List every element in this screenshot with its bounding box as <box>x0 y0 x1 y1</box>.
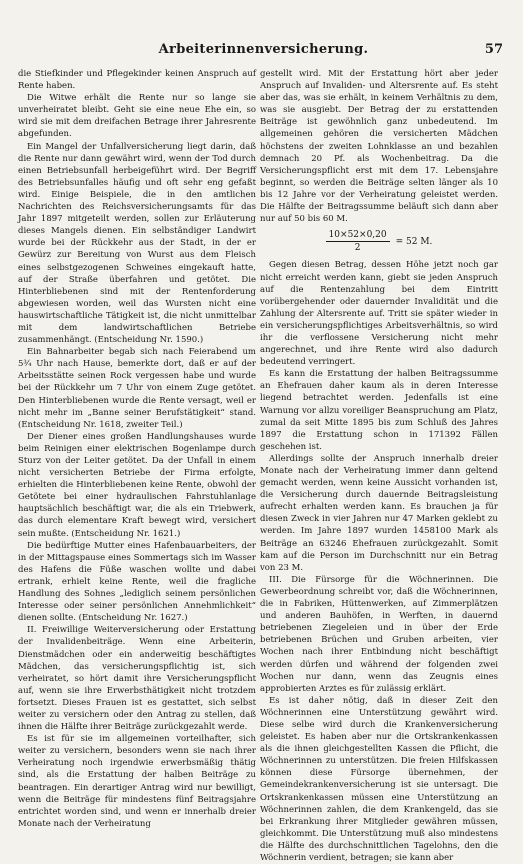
paragraph: II. Freiwillige Weiterversicherung oder Erstattung der Invalidenbeiträge. Wenn eine Arbeiterin, Dienstmädchen oder ein anderweitig beschäftigtes Mädchen, das versicherungspflichtig ist, sich verheiratet, so hört damit ihre Versicherungspflicht auf, wenn sie ihre Erwerbsthätigkeit nicht trotzdem fortsetzt. Dieses Frauen ist es gestattet, sich selbst weiter zu versichern oder den Antrag zu stellen, daß ihnen die Hälfte ihrer Beiträge zurückgezahlt werde. <box>18 625 256 733</box>
paragraph: Ein Mangel der Unfallversicherung liegt darin, daß die Rente nur dann gewährt wird, wenn der Tod durch einen Betriebsunfall herbeigeführt wird. Der Begriff des Betriebsunfalles häufig und oft sehr eng gefaßt wird. Einige Beispiele, die in den amtlichen Nachrichten des Reichsversicherungsamts für das Jahr 1897 mitgeteilt werden, sollen zur Erläuterung dieses Mangels dienen. Ein selbständiger Landwirt wurde bei der Rückkehr aus der Stadt, in der er Gewürz zur Bereitung von Wurst aus dem Fleisch eines selbstgezogenen Schweines eingekauft hatte, auf der Straße überfahren und getötet. Die Hinterbliebenen sind mit der Rentenforderung abgewiesen worden, weil das Wursten nicht eine hauswirtschaftliche Tätigkeit ist, die nicht unmittelbar mit dem landwirtschaftlichen Betriebe zusammenhängt. (Entscheidung Nr. 1590.) <box>18 141 256 346</box>
formula <box>260 229 498 254</box>
formula-denominator: 2 <box>354 243 361 254</box>
page-header <box>22 40 505 62</box>
paragraph: Gegen diesen Betrag, dessen Höhe jetzt noch gar nicht erreicht werden kann, giebt sie jeden Anspruch auf die Rentenzahlung bei dem Eintritt vorübergehender oder dauernder Invalidität und die Zahlung der Altersrente auf. Tritt sie später wieder in ein versicherungspflichtiges Arbeitsverhältnis, so wird ihr die verflossene Versicherung nicht mehr angerechnet, und ihre Rente wird also dadurch bedeutend verringert. <box>260 260 498 368</box>
left-column <box>18 68 256 829</box>
paragraph: Allerdings sollte der Anspruch innerhalb dreier Monate nach der Verheiratung immer dann geltend gemacht werden, wenn keine Aussicht vorhanden ist, die Versicherung durch dauernde Beitragsleistung aufrecht erhalten werden kann. Es brauchen ja für diesen Zweck in vier Jahren nur 47 Marken geklebt zu werden. Im Jahre 1897 wurden 1458100 Mark als Beiträge an 63246 Ehefrauen zurückgezahlt. Somit kam auf die Person im Durchschnitt nur ein Betrag von 23 M. <box>260 453 498 573</box>
paragraph: Ein Bahnarbeiter begab sich nach Feierabend um 5¾ Uhr nach Hause, bemerkte dort, daß er auf der Arbeitsstätte seinen Rock vergessen habe und wurde bei der Rückkehr um 7 Uhr von einem Zuge getötet. Den Hinterbliebenen wurde die Rente versagt, weil er nicht mehr im „Banne seiner Berufstätigkeit“ stand. (Entscheidung Nr. 1618, zweiter Teil.) <box>18 347 256 430</box>
page-number: 57 <box>484 42 503 57</box>
paragraph: Es kann die Erstattung der halben Beitragssumme an Ehefrauen daher kaum als in deren Interesse liegend betrachtet werden. Jedenfalls ist eine Warnung vor allzu voreiliger Beanspruchung am Platz, zumal da seit Mitte 1895 bis zum Schluß des Jahres 1897 die Erstattung schon in 171392 Fällen geschehen ist. <box>260 369 498 452</box>
paragraph: Es ist daher nötig, daß in dieser Zeit den Wöchnerinnen eine Unterstützung gewährt wird. Diese selbe wird durch die Krankenversicherung geleistet. Es haben aber nur die Ortskrankenkassen als die ihnen gleichgestellten Kassen die Pflicht, die Wöchnerinnen zu unterstützen. Die freien Hilfskassen können diese Fürsorge übernehmen, der Gemeindekrankenversicherung ist sie untersagt. Die Ortskrankenkassen müssen eine Unterstützung an Wöchnerinnen zahlen, die dem Krankengeld, das sie bei Erkrankung ihrer Mitglieder gewähren müssen, gleichkommt. Die Unterstützung muß also mindestens die Hälfte des durchschnittlichen Tagelohns, den die Wöchnerin verdient, betragen; sie kann aber <box>260 695 498 863</box>
paragraph: gestellt wird. Mit der Erstattung hört aber jeder Anspruch auf Invaliden- und Altersrente auf. Es steht aber das, was sie erhält, in keinem Verhältnis zu dem, was sie ausgiebt. Der Betrag der zu erstattenden Beiträge ist gewöhnlich ganz unbedeutend. Im allgemeinen gehören die versicherten Mädchen höchstens der zweiten Lohnklasse an und bezahlen demnach 20 Pf. als Wochenbeitrag. Da die Versicherungspflicht erst mit dem 17. Lebensjahre beginnt, so werden die Beiträge selten länger als 10 bis 12 Jahre vor der Verheiratung geleistet werden. Die Hälfte der Beitragssumme beläuft sich dann aber nur auf 50 bis 60 M. <box>260 69 498 225</box>
paragraph: die Stiefkinder und Pflegekinder keinen Anspruch auf Rente haben. <box>18 69 256 92</box>
right-column <box>260 68 498 863</box>
running-title: Arbeiterinnenversicherung. <box>158 42 369 57</box>
paragraph: Die Witwe erhält die Rente nur so lange sie unverheiratet bleibt. Geht sie eine neue Ehe ein, so wird sie mit dem dreifachen Betrage ihrer Jahresrente abgefunden. <box>18 93 256 140</box>
formula-fraction <box>326 229 390 254</box>
paragraph: Die bedürftige Mutter eines Hafenbauarbeiters, der in der Mittagspause eines Sommertags sich im Wasser des Hafens die Füße waschen wollte und dabei ertrank, erhielt keine Rente, weil die fragliche Handlung des Sohnes „lediglich seinem persönlichen Interesse oder seiner persönlichen Annehmlichkeit“ dienen sollte. (Entscheidung Nr. 1627.) <box>18 540 256 624</box>
paragraph: Es ist für sie im allgemeinen vorteilhafter, sich weiter zu versichern, besonders wenn sie nach ihrer Verheiratung noch irgendwie erwerbsmäßig thätig sind, als die Erstattung der halben Beiträge zu beantragen. Ein derartiger Antrag wird nur bewilligt, wenn die Beiträge für mindestens fünf Beitragsjahre entrichtet worden sind, und wenn er innerhalb dreier Monate nach der Verheiratung <box>18 734 256 829</box>
formula-numerator: 10×52×0,20 <box>326 229 390 242</box>
paragraph: Der Diener eines großen Handlungshauses wurde beim Reinigen einer elektrischen Bogenlampe durch Sturz von der Leiter getötet. Da der Unfall in einem nicht versicherten Betriebe der Firma erfolgte, erhielten die Hinterbliebenen keine Rente, obwohl der Getötete bei einer hydraulischen Fahrstuhlanlage hauptsächlich beschäftigt war, die als ein Triebwerk, das durch elementare Kraft bewegt wird, versichert sein mußte. (Entscheidung Nr. 1621.) <box>18 431 256 539</box>
paragraph: III. Die Fürsorge für die Wöchnerinnen. Die Gewerbeordnung schreibt vor, daß die Wöchnerinnen, die in Fabriken, Hüttenwerken, auf Zimmerplätzen und anderen Bauhöfen, in Werften, in dauernd betriebenen Ziegeleien und in über der Erde betriebenen Brüchen und Gruben arbeiten, vier Wochen nach ihrer Entbindung nicht beschäftigt werden dürfen und während der folgenden zwei Wochen nur dann, wenn das Zeugnis eines approbierten Arztes es für zulässig erklärt. <box>260 574 498 694</box>
formula-result: = 52 M. <box>395 236 433 247</box>
